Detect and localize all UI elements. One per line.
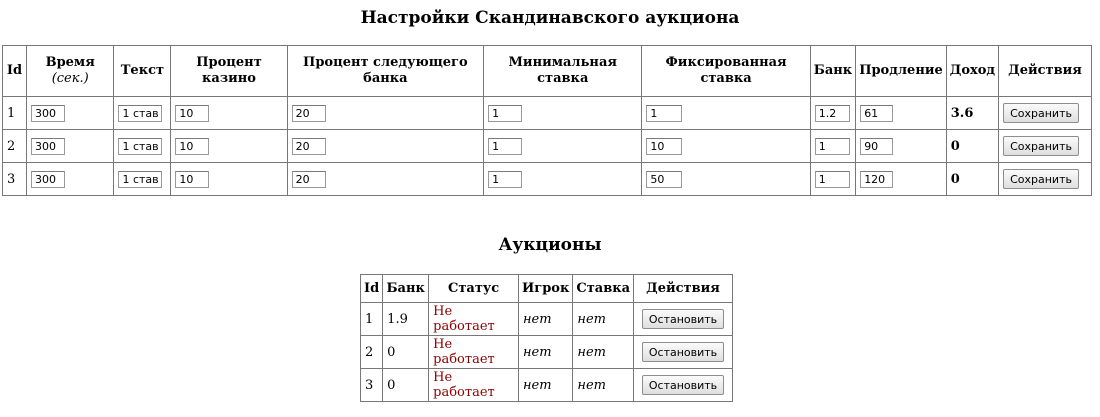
col-header-min-bet-line1: Минимальная	[508, 55, 617, 70]
col-header-next-bank-line1: Процент следующего	[303, 55, 468, 70]
bet-value: нет	[573, 303, 634, 336]
extension-cell	[856, 130, 947, 163]
save-button[interactable]: Сохранить	[1003, 103, 1079, 123]
casino-cell	[171, 163, 287, 196]
save-button[interactable]: Сохранить	[1003, 136, 1079, 156]
auctions-title: Аукционы	[498, 235, 602, 255]
actions-cell	[634, 303, 733, 336]
actions-cell	[634, 336, 733, 369]
bank-input[interactable]	[815, 171, 850, 188]
table-row	[361, 303, 733, 336]
auctions-header-row	[361, 275, 733, 303]
col-header-status: Статус	[429, 275, 519, 303]
next-bank-percent-input[interactable]	[292, 138, 326, 155]
next-bank-percent-input[interactable]	[292, 171, 326, 188]
col-header-time-unit: (сек.)	[51, 71, 89, 86]
table-row	[3, 97, 1092, 130]
row-id: 1	[3, 97, 27, 130]
col-header-casino-percent	[171, 46, 287, 97]
save-button[interactable]: Сохранить	[1003, 169, 1079, 189]
col-header-bank: Банк	[383, 275, 429, 303]
extension-cell	[856, 97, 947, 130]
next-bank-cell	[287, 130, 483, 163]
actions-cell	[999, 97, 1092, 130]
fixed-bet-cell	[642, 163, 810, 196]
player-value: нет	[518, 369, 572, 402]
table-row	[3, 163, 1092, 196]
time-input[interactable]	[31, 138, 65, 155]
col-header-min-bet	[484, 46, 642, 97]
col-header-fixed-bet	[642, 46, 810, 97]
fixed-bet-input[interactable]	[646, 171, 682, 188]
status-text: Не работает	[429, 303, 519, 336]
bank-cell	[810, 163, 855, 196]
stop-button[interactable]: Остановить	[642, 309, 724, 329]
status-text: Не работает	[429, 336, 519, 369]
min-bet-input[interactable]	[488, 105, 522, 122]
col-header-next-bank-percent	[287, 46, 483, 97]
col-header-text: Текст	[114, 46, 171, 97]
table-row	[3, 130, 1092, 163]
col-header-time	[26, 46, 113, 97]
extension-cell	[856, 163, 947, 196]
col-header-bank: Банк	[810, 46, 855, 97]
status-text: Не работает	[429, 369, 519, 402]
col-header-next-bank-line2: банка	[363, 71, 408, 86]
settings-table	[2, 45, 1092, 196]
next-bank-cell	[287, 97, 483, 130]
text-input[interactable]	[118, 138, 162, 155]
casino-percent-input[interactable]	[175, 138, 209, 155]
fixed-bet-input[interactable]	[646, 105, 682, 122]
col-header-fixed-bet-line2: ставка	[700, 71, 752, 86]
fixed-bet-input[interactable]	[646, 138, 682, 155]
time-cell	[26, 163, 113, 196]
min-bet-cell	[484, 97, 642, 130]
col-header-id: Id	[3, 46, 27, 97]
settings-title: Настройки Скандинавского аукциона	[360, 8, 740, 28]
col-header-time-label: Время	[45, 55, 95, 70]
min-bet-cell	[484, 163, 642, 196]
row-id: 2	[3, 130, 27, 163]
col-header-income: Доход	[946, 46, 998, 97]
row-id: 3	[361, 369, 383, 402]
col-header-actions: Действия	[999, 46, 1092, 97]
casino-cell	[171, 130, 287, 163]
casino-percent-input[interactable]	[175, 105, 209, 122]
casino-cell	[171, 97, 287, 130]
player-value: нет	[518, 303, 572, 336]
stop-button[interactable]: Остановить	[642, 342, 724, 362]
next-bank-percent-input[interactable]	[292, 105, 326, 122]
time-cell	[26, 97, 113, 130]
actions-cell	[999, 163, 1092, 196]
income-value: 0	[946, 163, 998, 196]
col-header-bet: Ставка	[573, 275, 634, 303]
extension-input[interactable]	[860, 171, 893, 188]
bank-value: 0	[383, 336, 429, 369]
auctions-table	[360, 274, 733, 402]
col-header-fixed-bet-line1: Фиксированная	[665, 55, 787, 70]
text-cell	[114, 97, 171, 130]
fixed-bet-cell	[642, 130, 810, 163]
time-input[interactable]	[31, 105, 65, 122]
text-cell	[114, 130, 171, 163]
min-bet-input[interactable]	[488, 171, 522, 188]
table-row	[361, 369, 733, 402]
player-value: нет	[518, 336, 572, 369]
time-input[interactable]	[31, 171, 65, 188]
min-bet-cell	[484, 130, 642, 163]
time-cell	[26, 130, 113, 163]
extension-input[interactable]	[860, 105, 893, 122]
bank-input[interactable]	[815, 138, 850, 155]
bank-cell	[810, 97, 855, 130]
actions-cell	[999, 130, 1092, 163]
bank-cell	[810, 130, 855, 163]
fixed-bet-cell	[642, 97, 810, 130]
casino-percent-input[interactable]	[175, 171, 209, 188]
extension-input[interactable]	[860, 138, 893, 155]
bank-value: 0	[383, 369, 429, 402]
col-header-min-bet-line2: ставка	[537, 71, 589, 86]
col-header-casino-line2: казино	[202, 71, 256, 86]
bet-value: нет	[573, 336, 634, 369]
table-row	[361, 336, 733, 369]
settings-header-row	[3, 46, 1092, 97]
bet-value: нет	[573, 369, 634, 402]
col-header-casino-line1: Процент	[196, 55, 262, 70]
row-id: 3	[3, 163, 27, 196]
text-input[interactable]	[118, 105, 162, 122]
bank-input[interactable]	[815, 105, 850, 122]
bank-value: 1.9	[383, 303, 429, 336]
text-input[interactable]	[118, 171, 162, 188]
income-value: 3.6	[946, 97, 998, 130]
col-header-player: Игрок	[518, 275, 572, 303]
next-bank-cell	[287, 163, 483, 196]
min-bet-input[interactable]	[488, 138, 522, 155]
row-id: 1	[361, 303, 383, 336]
col-header-extension: Продление	[856, 46, 947, 97]
row-id: 2	[361, 336, 383, 369]
actions-cell	[634, 369, 733, 402]
col-header-id: Id	[361, 275, 383, 303]
text-cell	[114, 163, 171, 196]
stop-button[interactable]: Остановить	[642, 375, 724, 395]
income-value: 0	[946, 130, 998, 163]
col-header-actions: Действия	[634, 275, 733, 303]
